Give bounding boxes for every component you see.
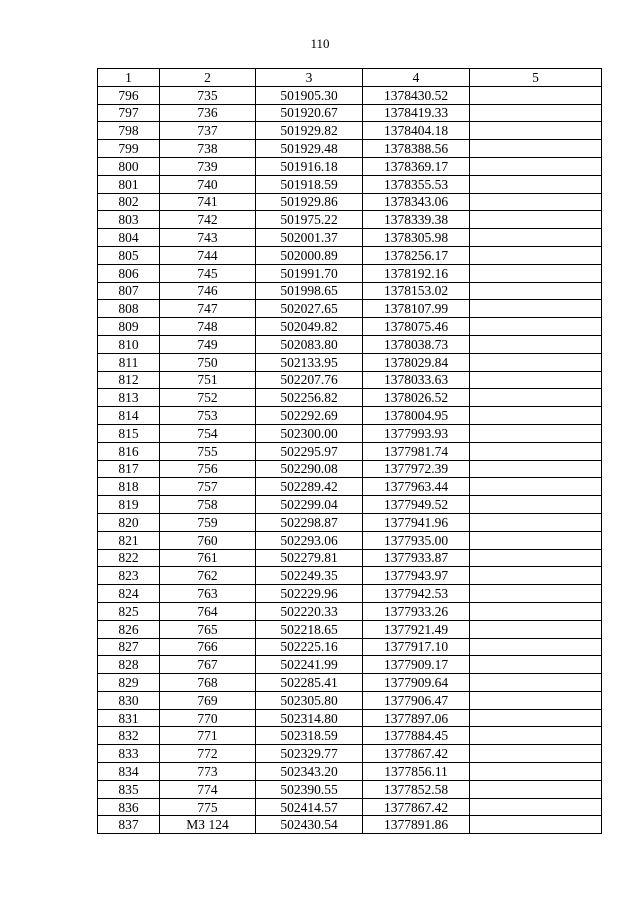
cell-note: [470, 122, 602, 140]
cell-point-number: 763: [160, 585, 256, 603]
cell-x-coordinate: 502292.69: [256, 407, 363, 425]
cell-point-number: 774: [160, 780, 256, 798]
cell-x-coordinate: 501929.86: [256, 193, 363, 211]
cell-note: [470, 335, 602, 353]
cell-point-number: 736: [160, 104, 256, 122]
cell-row-number: 826: [98, 620, 160, 638]
cell-row-number: 824: [98, 585, 160, 603]
cell-note: [470, 389, 602, 407]
cell-row-number: 798: [98, 122, 160, 140]
cell-note: [470, 246, 602, 264]
cell-x-coordinate: 502305.80: [256, 691, 363, 709]
cell-row-number: 796: [98, 86, 160, 104]
cell-y-coordinate: 1377917.10: [363, 638, 470, 656]
cell-row-number: 835: [98, 780, 160, 798]
cell-row-number: 828: [98, 656, 160, 674]
page-number: 110: [310, 36, 330, 51]
cell-x-coordinate: 501916.18: [256, 157, 363, 175]
cell-point-number: 756: [160, 460, 256, 478]
cell-x-coordinate: 502285.41: [256, 674, 363, 692]
cell-note: [470, 264, 602, 282]
table-row: [98, 300, 602, 318]
table-row: [98, 763, 602, 781]
cell-row-number: 817: [98, 460, 160, 478]
cell-note: [470, 638, 602, 656]
cell-note: [470, 353, 602, 371]
cell-y-coordinate: 1377884.45: [363, 727, 470, 745]
column-header-5: 5: [470, 69, 602, 87]
cell-note: [470, 531, 602, 549]
table-row: [98, 816, 602, 834]
cell-note: [470, 709, 602, 727]
table-row: [98, 496, 602, 514]
cell-row-number: 829: [98, 674, 160, 692]
cell-note: [470, 175, 602, 193]
cell-y-coordinate: 1378029.84: [363, 353, 470, 371]
cell-y-coordinate: 1378026.52: [363, 389, 470, 407]
cell-y-coordinate: 1378343.06: [363, 193, 470, 211]
cell-point-number: 760: [160, 531, 256, 549]
table-row: [98, 211, 602, 229]
table-row: [98, 229, 602, 247]
cell-row-number: 812: [98, 371, 160, 389]
cell-row-number: 799: [98, 140, 160, 158]
cell-x-coordinate: 502300.00: [256, 424, 363, 442]
cell-x-coordinate: 501905.30: [256, 86, 363, 104]
cell-row-number: 800: [98, 157, 160, 175]
table-row: [98, 193, 602, 211]
cell-row-number: 821: [98, 531, 160, 549]
cell-point-number: 748: [160, 318, 256, 336]
cell-y-coordinate: 1378004.95: [363, 407, 470, 425]
cell-point-number: 771: [160, 727, 256, 745]
cell-point-number: 738: [160, 140, 256, 158]
cell-x-coordinate: 502314.80: [256, 709, 363, 727]
cell-y-coordinate: 1378033.63: [363, 371, 470, 389]
cell-row-number: 832: [98, 727, 160, 745]
cell-row-number: 811: [98, 353, 160, 371]
cell-point-number: МЗ 124: [160, 816, 256, 834]
cell-x-coordinate: 502298.87: [256, 513, 363, 531]
cell-y-coordinate: 1378075.46: [363, 318, 470, 336]
cell-y-coordinate: 1377867.42: [363, 798, 470, 816]
cell-x-coordinate: 502049.82: [256, 318, 363, 336]
cell-point-number: 751: [160, 371, 256, 389]
cell-row-number: 823: [98, 567, 160, 585]
cell-x-coordinate: 502299.04: [256, 496, 363, 514]
table-row: [98, 745, 602, 763]
cell-y-coordinate: 1378256.17: [363, 246, 470, 264]
table-body: [98, 86, 602, 833]
table-row: [98, 371, 602, 389]
cell-row-number: 803: [98, 211, 160, 229]
cell-note: [470, 282, 602, 300]
table-row: [98, 318, 602, 336]
table-row: [98, 780, 602, 798]
cell-note: [470, 157, 602, 175]
cell-note: [470, 620, 602, 638]
cell-y-coordinate: 1377942.53: [363, 585, 470, 603]
cell-note: [470, 585, 602, 603]
cell-row-number: 813: [98, 389, 160, 407]
cell-y-coordinate: 1377891.86: [363, 816, 470, 834]
cell-row-number: 802: [98, 193, 160, 211]
cell-point-number: 762: [160, 567, 256, 585]
cell-x-coordinate: 501929.48: [256, 140, 363, 158]
table-row: [98, 638, 602, 656]
cell-note: [470, 745, 602, 763]
table-row: [98, 602, 602, 620]
cell-note: [470, 300, 602, 318]
table-row: [98, 656, 602, 674]
table-row: [98, 407, 602, 425]
cell-x-coordinate: 501920.67: [256, 104, 363, 122]
cell-point-number: 772: [160, 745, 256, 763]
cell-x-coordinate: 501998.65: [256, 282, 363, 300]
cell-x-coordinate: 502249.35: [256, 567, 363, 585]
cell-x-coordinate: 502279.81: [256, 549, 363, 567]
cell-note: [470, 691, 602, 709]
cell-row-number: 825: [98, 602, 160, 620]
table-row: [98, 264, 602, 282]
cell-point-number: 764: [160, 602, 256, 620]
cell-note: [470, 656, 602, 674]
cell-row-number: 816: [98, 442, 160, 460]
cell-x-coordinate: 502241.99: [256, 656, 363, 674]
cell-note: [470, 318, 602, 336]
cell-y-coordinate: 1377963.44: [363, 478, 470, 496]
table-row: [98, 478, 602, 496]
cell-note: [470, 140, 602, 158]
cell-x-coordinate: 501918.59: [256, 175, 363, 193]
cell-row-number: 810: [98, 335, 160, 353]
cell-y-coordinate: 1377852.58: [363, 780, 470, 798]
cell-row-number: 818: [98, 478, 160, 496]
table-row: [98, 122, 602, 140]
cell-point-number: 755: [160, 442, 256, 460]
cell-note: [470, 727, 602, 745]
cell-y-coordinate: 1377941.96: [363, 513, 470, 531]
cell-x-coordinate: 502293.06: [256, 531, 363, 549]
cell-y-coordinate: 1377933.87: [363, 549, 470, 567]
cell-row-number: 808: [98, 300, 160, 318]
cell-y-coordinate: 1378355.53: [363, 175, 470, 193]
cell-point-number: 749: [160, 335, 256, 353]
cell-y-coordinate: 1378192.16: [363, 264, 470, 282]
cell-point-number: 750: [160, 353, 256, 371]
cell-point-number: 753: [160, 407, 256, 425]
cell-row-number: 827: [98, 638, 160, 656]
cell-point-number: 745: [160, 264, 256, 282]
cell-y-coordinate: 1377972.39: [363, 460, 470, 478]
cell-x-coordinate: 502289.42: [256, 478, 363, 496]
cell-point-number: 757: [160, 478, 256, 496]
cell-point-number: 741: [160, 193, 256, 211]
table-row: [98, 691, 602, 709]
cell-x-coordinate: 501991.70: [256, 264, 363, 282]
cell-y-coordinate: 1377981.74: [363, 442, 470, 460]
cell-y-coordinate: 1378369.17: [363, 157, 470, 175]
cell-x-coordinate: 502329.77: [256, 745, 363, 763]
cell-note: [470, 674, 602, 692]
cell-note: [470, 460, 602, 478]
cell-y-coordinate: 1377921.49: [363, 620, 470, 638]
cell-row-number: 809: [98, 318, 160, 336]
cell-y-coordinate: 1377909.64: [363, 674, 470, 692]
table-row: [98, 104, 602, 122]
table-row: [98, 531, 602, 549]
cell-y-coordinate: 1377993.93: [363, 424, 470, 442]
cell-y-coordinate: 1378305.98: [363, 229, 470, 247]
table-header-row: [98, 69, 602, 87]
cell-row-number: 819: [98, 496, 160, 514]
cell-point-number: 775: [160, 798, 256, 816]
cell-x-coordinate: 502256.82: [256, 389, 363, 407]
cell-row-number: 820: [98, 513, 160, 531]
table-row: [98, 674, 602, 692]
cell-y-coordinate: 1377897.06: [363, 709, 470, 727]
cell-x-coordinate: 501929.82: [256, 122, 363, 140]
cell-y-coordinate: 1378430.52: [363, 86, 470, 104]
cell-x-coordinate: 502001.37: [256, 229, 363, 247]
cell-row-number: 804: [98, 229, 160, 247]
cell-note: [470, 104, 602, 122]
column-header-4: 4: [363, 69, 470, 87]
cell-row-number: 814: [98, 407, 160, 425]
cell-point-number: 761: [160, 549, 256, 567]
cell-point-number: 765: [160, 620, 256, 638]
cell-y-coordinate: 1377856.11: [363, 763, 470, 781]
cell-note: [470, 407, 602, 425]
cell-x-coordinate: 502083.80: [256, 335, 363, 353]
cell-row-number: 806: [98, 264, 160, 282]
cell-note: [470, 798, 602, 816]
table-row: [98, 513, 602, 531]
table-row: [98, 246, 602, 264]
cell-note: [470, 513, 602, 531]
cell-y-coordinate: 1377935.00: [363, 531, 470, 549]
cell-y-coordinate: 1378339.38: [363, 211, 470, 229]
column-header-3: 3: [256, 69, 363, 87]
table-row: [98, 335, 602, 353]
column-header-1: 1: [98, 69, 160, 87]
cell-note: [470, 763, 602, 781]
table-row: [98, 175, 602, 193]
cell-note: [470, 496, 602, 514]
cell-row-number: 836: [98, 798, 160, 816]
cell-x-coordinate: 502207.76: [256, 371, 363, 389]
table-row: [98, 389, 602, 407]
cell-point-number: 747: [160, 300, 256, 318]
cell-y-coordinate: 1377906.47: [363, 691, 470, 709]
cell-point-number: 752: [160, 389, 256, 407]
cell-y-coordinate: 1377943.97: [363, 567, 470, 585]
cell-note: [470, 229, 602, 247]
cell-x-coordinate: 502225.16: [256, 638, 363, 656]
cell-point-number: 742: [160, 211, 256, 229]
table-row: [98, 140, 602, 158]
cell-x-coordinate: 502318.59: [256, 727, 363, 745]
cell-y-coordinate: 1378419.33: [363, 104, 470, 122]
cell-point-number: 758: [160, 496, 256, 514]
cell-point-number: 767: [160, 656, 256, 674]
cell-x-coordinate: 502290.08: [256, 460, 363, 478]
cell-row-number: 797: [98, 104, 160, 122]
cell-note: [470, 780, 602, 798]
cell-point-number: 773: [160, 763, 256, 781]
cell-note: [470, 478, 602, 496]
cell-x-coordinate: 502295.97: [256, 442, 363, 460]
cell-y-coordinate: 1377949.52: [363, 496, 470, 514]
cell-point-number: 770: [160, 709, 256, 727]
cell-row-number: 837: [98, 816, 160, 834]
cell-note: [470, 211, 602, 229]
table-row: [98, 709, 602, 727]
cell-y-coordinate: 1377933.26: [363, 602, 470, 620]
cell-row-number: 830: [98, 691, 160, 709]
cell-x-coordinate: 502229.96: [256, 585, 363, 603]
table-row: [98, 798, 602, 816]
cell-y-coordinate: 1378153.02: [363, 282, 470, 300]
table-row: [98, 353, 602, 371]
cell-point-number: 744: [160, 246, 256, 264]
cell-row-number: 805: [98, 246, 160, 264]
cell-y-coordinate: 1377867.42: [363, 745, 470, 763]
cell-x-coordinate: 502430.54: [256, 816, 363, 834]
cell-y-coordinate: 1378107.99: [363, 300, 470, 318]
cell-note: [470, 567, 602, 585]
cell-y-coordinate: 1378038.73: [363, 335, 470, 353]
cell-x-coordinate: 502414.57: [256, 798, 363, 816]
cell-point-number: 743: [160, 229, 256, 247]
cell-note: [470, 442, 602, 460]
column-header-2: 2: [160, 69, 256, 87]
table-row: [98, 86, 602, 104]
cell-x-coordinate: 502390.55: [256, 780, 363, 798]
cell-y-coordinate: 1377909.17: [363, 656, 470, 674]
table-row: [98, 282, 602, 300]
cell-point-number: 759: [160, 513, 256, 531]
cell-point-number: 769: [160, 691, 256, 709]
table-row: [98, 585, 602, 603]
cell-point-number: 766: [160, 638, 256, 656]
cell-note: [470, 549, 602, 567]
cell-row-number: 807: [98, 282, 160, 300]
cell-note: [470, 86, 602, 104]
cell-x-coordinate: 501975.22: [256, 211, 363, 229]
table-row: [98, 442, 602, 460]
cell-note: [470, 371, 602, 389]
cell-point-number: 768: [160, 674, 256, 692]
cell-y-coordinate: 1378388.56: [363, 140, 470, 158]
table-row: [98, 157, 602, 175]
cell-row-number: 834: [98, 763, 160, 781]
cell-x-coordinate: 502133.95: [256, 353, 363, 371]
cell-x-coordinate: 502220.33: [256, 602, 363, 620]
cell-row-number: 833: [98, 745, 160, 763]
table-row: [98, 460, 602, 478]
coordinates-table: [97, 68, 602, 834]
table-row: [98, 727, 602, 745]
cell-note: [470, 602, 602, 620]
cell-x-coordinate: 502343.20: [256, 763, 363, 781]
cell-row-number: 815: [98, 424, 160, 442]
cell-note: [470, 193, 602, 211]
table-row: [98, 424, 602, 442]
cell-row-number: 831: [98, 709, 160, 727]
cell-point-number: 739: [160, 157, 256, 175]
cell-x-coordinate: 502218.65: [256, 620, 363, 638]
cell-row-number: 822: [98, 549, 160, 567]
cell-x-coordinate: 502000.89: [256, 246, 363, 264]
cell-y-coordinate: 1378404.18: [363, 122, 470, 140]
cell-row-number: 801: [98, 175, 160, 193]
table-row: [98, 549, 602, 567]
cell-x-coordinate: 502027.65: [256, 300, 363, 318]
cell-point-number: 754: [160, 424, 256, 442]
cell-point-number: 746: [160, 282, 256, 300]
cell-point-number: 740: [160, 175, 256, 193]
table-row: [98, 620, 602, 638]
table-row: [98, 567, 602, 585]
cell-note: [470, 424, 602, 442]
cell-note: [470, 816, 602, 834]
cell-point-number: 737: [160, 122, 256, 140]
cell-point-number: 735: [160, 86, 256, 104]
